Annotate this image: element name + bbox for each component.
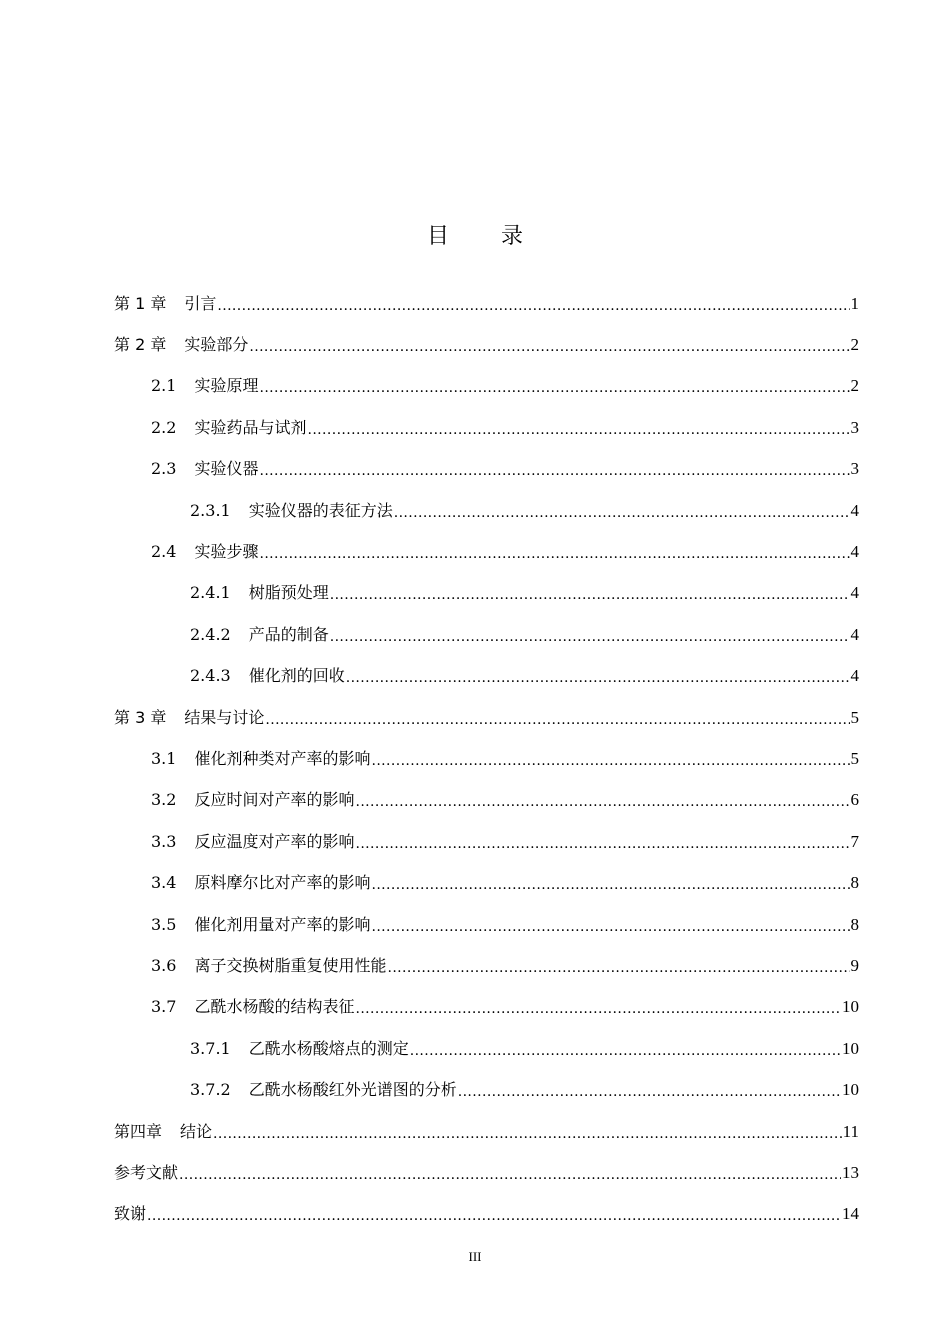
toc-entry-label: 实验步骤 <box>194 542 259 562</box>
toc-entry-number: 3.4 <box>151 873 177 893</box>
toc-entry[interactable] <box>0 1069 950 1110</box>
toc-entry[interactable] <box>0 697 950 738</box>
toc-entry-number: 第 3 章 <box>114 707 167 727</box>
toc-entry-number: 3.3 <box>151 831 177 851</box>
toc-entry[interactable] <box>0 1152 950 1193</box>
dot-leader <box>147 1204 841 1224</box>
toc-entry-number: 2.4.1 <box>190 583 231 603</box>
toc-entry-label: 催化剂用量对产率的影响 <box>194 914 371 934</box>
toc-entry-page-number: 4 <box>850 666 859 686</box>
dot-leader <box>213 1122 842 1142</box>
toc-entry-label: 实验原理 <box>194 376 259 396</box>
toc-entry[interactable] <box>0 573 950 614</box>
dot-leader <box>307 418 849 438</box>
toc-entry-page-number: 14 <box>842 1204 859 1224</box>
toc-entry-number: 3.2 <box>151 790 177 810</box>
toc-entry-page-number: 6 <box>850 790 859 810</box>
toc-entry-number: 2.3 <box>151 459 177 479</box>
toc-entry-number: 3.7.2 <box>190 1080 231 1100</box>
toc-entry-label: 反应温度对产率的影响 <box>194 831 355 851</box>
toc-entry-label: 原料摩尔比对产率的影响 <box>194 873 371 893</box>
toc-entry-number: 2.4.3 <box>190 666 231 686</box>
dot-leader <box>249 335 849 355</box>
toc-title-second-char: 录 <box>501 224 524 249</box>
toc-entry-number: 3.7.1 <box>190 1038 231 1058</box>
dot-leader <box>355 832 849 852</box>
dot-leader <box>217 294 849 314</box>
toc-entry-label: 乙酰水杨酸红外光谱图的分析 <box>248 1080 457 1100</box>
toc-entry-page-number: 8 <box>850 873 859 893</box>
toc-entry[interactable] <box>0 531 950 572</box>
toc-entry-page-number: 4 <box>850 500 859 520</box>
toc-entry-page-number: 4 <box>850 542 859 562</box>
toc-entry-page-number: 2 <box>850 376 859 396</box>
toc-entry-page-number: 3 <box>850 459 859 479</box>
toc-entry-page-number: 1 <box>850 293 859 313</box>
toc-entry-label: 乙酰水杨酸的结构表征 <box>194 997 355 1017</box>
toc-entry-page-number: 5 <box>850 707 859 727</box>
toc-entry-number: 3.7 <box>151 997 177 1017</box>
toc-entry-number: 2.3.1 <box>190 500 231 520</box>
dot-leader <box>355 790 849 810</box>
toc-entry[interactable] <box>0 1194 950 1235</box>
toc-entry[interactable] <box>0 945 950 986</box>
dot-leader <box>458 1080 841 1100</box>
toc-entry-label: 致谢 <box>114 1204 147 1224</box>
toc-entry-page-number: 2 <box>850 335 859 355</box>
toc-entry-page-number: 10 <box>842 997 859 1017</box>
toc-entry-page-number: 4 <box>850 583 859 603</box>
toc-entry[interactable] <box>0 821 950 862</box>
toc-entry-number: 2.2 <box>151 417 177 437</box>
dot-leader <box>371 873 849 893</box>
toc-entry[interactable] <box>0 449 950 490</box>
toc-entry-page-number: 10 <box>842 1080 859 1100</box>
toc-entry[interactable] <box>0 1111 950 1152</box>
toc-entry-label: 结果与讨论 <box>184 707 265 727</box>
dot-leader <box>410 1039 841 1059</box>
toc-entry-number: 3.1 <box>151 748 177 768</box>
toc-entry[interactable] <box>0 738 950 779</box>
table-of-contents <box>0 283 950 1235</box>
toc-entry[interactable] <box>0 862 950 903</box>
dot-leader <box>179 1163 841 1183</box>
toc-entry-label: 实验仪器的表征方法 <box>248 500 393 520</box>
toc-entry-label: 离子交换树脂重复使用性能 <box>194 955 387 975</box>
toc-entry-label: 实验仪器 <box>194 459 259 479</box>
toc-entry[interactable] <box>0 324 950 365</box>
page-number-footer: III <box>468 1249 482 1264</box>
toc-title <box>0 222 950 252</box>
dot-leader <box>371 915 849 935</box>
toc-entry-page-number: 11 <box>842 1121 859 1141</box>
toc-entry-label: 实验药品与试剂 <box>194 417 307 437</box>
dot-leader <box>346 666 850 686</box>
toc-entry-page-number: 10 <box>842 1038 859 1058</box>
toc-entry[interactable] <box>0 780 950 821</box>
toc-entry-label: 催化剂种类对产率的影响 <box>194 748 371 768</box>
toc-entry-label: 实验部分 <box>184 335 249 355</box>
toc-entry-number: 第 1 章 <box>114 293 167 313</box>
dot-leader <box>259 542 849 562</box>
toc-entry-page-number: 9 <box>850 955 859 975</box>
toc-entry-number: 3.6 <box>151 955 177 975</box>
dot-leader <box>355 997 841 1017</box>
dot-leader <box>394 501 850 521</box>
toc-title-first-char: 目 <box>426 224 449 249</box>
toc-entry-number: 第四章 <box>114 1121 163 1141</box>
toc-entry[interactable] <box>0 987 950 1028</box>
toc-entry[interactable] <box>0 366 950 407</box>
toc-entry-label: 结论 <box>180 1121 213 1141</box>
toc-entry-label: 树脂预处理 <box>248 583 329 603</box>
dot-leader <box>259 376 849 396</box>
toc-entry-page-number: 7 <box>850 831 859 851</box>
toc-entry[interactable] <box>0 904 950 945</box>
toc-entry[interactable] <box>0 283 950 324</box>
toc-entry-label: 乙酰水杨酸熔点的测定 <box>248 1038 409 1058</box>
toc-entry-page-number: 13 <box>842 1162 859 1182</box>
toc-entry-label: 产品的制备 <box>248 624 329 644</box>
toc-entry-number: 3.5 <box>151 914 177 934</box>
toc-entry-number: 第 2 章 <box>114 335 167 355</box>
toc-entry[interactable] <box>0 656 950 697</box>
dot-leader <box>330 583 850 603</box>
toc-entry-page-number: 3 <box>850 417 859 437</box>
toc-entry[interactable] <box>0 490 950 531</box>
dot-leader <box>330 625 850 645</box>
toc-entry-number: 2.4 <box>151 542 177 562</box>
toc-entry[interactable] <box>0 407 950 448</box>
toc-entry-label: 引言 <box>184 293 217 313</box>
toc-entry-page-number: 5 <box>850 748 859 768</box>
toc-entry-label: 催化剂的回收 <box>248 666 345 686</box>
toc-entry-page-number: 8 <box>850 914 859 934</box>
dot-leader <box>265 708 849 728</box>
toc-entry[interactable] <box>0 1028 950 1069</box>
toc-entry[interactable] <box>0 614 950 655</box>
toc-entry-page-number: 4 <box>850 624 859 644</box>
dot-leader <box>259 459 849 479</box>
toc-entry-number: 2.4.2 <box>190 624 231 644</box>
dot-leader <box>371 749 849 769</box>
toc-entry-number: 2.1 <box>151 376 177 396</box>
dot-leader <box>387 956 849 976</box>
toc-entry-label: 参考文献 <box>114 1162 179 1182</box>
toc-entry-label: 反应时间对产率的影响 <box>194 790 355 810</box>
